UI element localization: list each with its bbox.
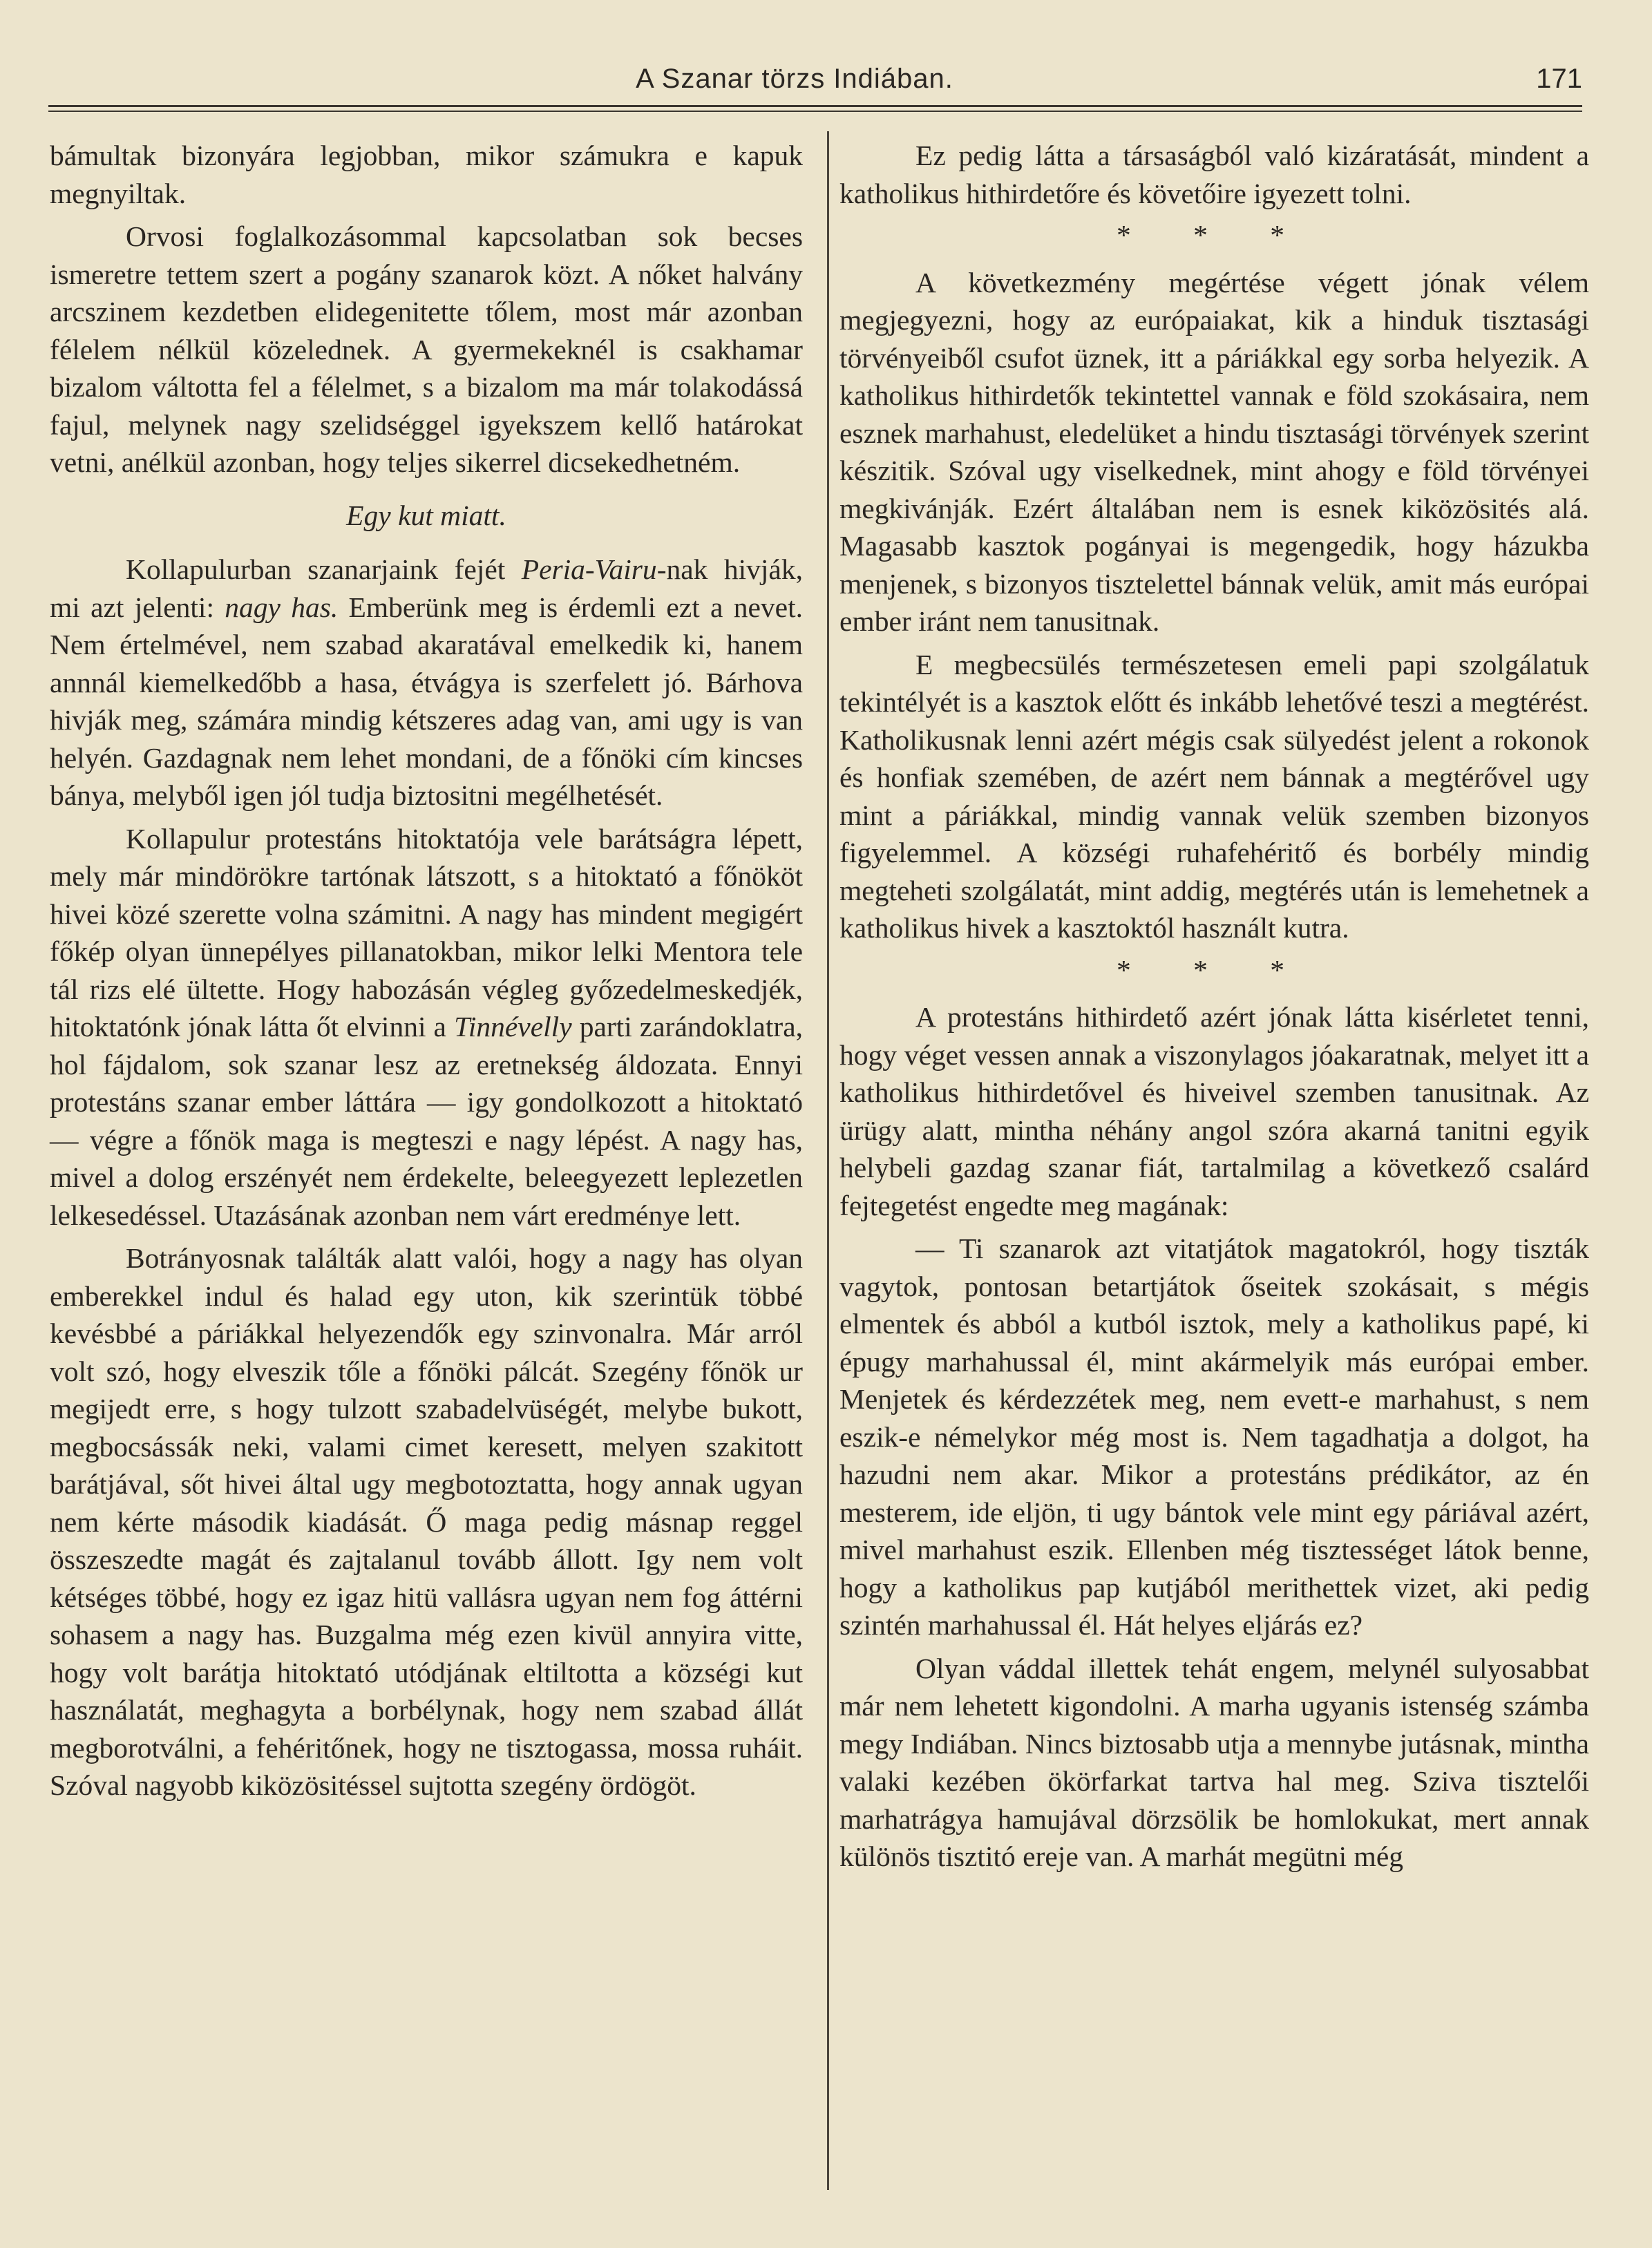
- paragraph: A protestáns hithirdető azért jónak látta kisérletet tenni, hogy véget vessen annak a viszonylagos jóakaratnak, melyet itt a katholikus hithirdetővel és hiveivel szemben tanusitnak. Az ürügy alatt, mintha néhány angol szóra akarná tanitni egyik helybeli gazdag szanar fiát, tartalmilag a következő csalárd fejtegetést engedte meg magának:: [839, 1001, 1589, 1221]
- name-italic: Peria-Vairu: [521, 553, 657, 585]
- column-divider: [827, 131, 829, 2190]
- section-subtitle: Egy kut miatt.: [346, 499, 506, 531]
- paragraph: Ez pedig látta a társaságból való kizáratását, mindent a katholikus hithirdetőre és követőire igyezett tolni.: [839, 140, 1589, 209]
- section-separator: * * *: [1117, 953, 1312, 986]
- page-header: [48, 64, 1582, 105]
- running-title: A Szanar törzs Indiában.: [636, 64, 953, 94]
- left-column: [50, 137, 803, 1804]
- section-separator: * * *: [1117, 219, 1312, 251]
- paragraph: [50, 820, 803, 1235]
- text-run: Kollapulur protestáns hitoktatója vele barátságra lépett, mely már mindörökre tartónak látszott, s a hitoktató a főnököt hivei közé szerette volna számitni. A nagy has mindent megigért főkép olyan ünnepélyes pillanatokban, mikor lelki Mentora tele tál rizs elé ültette. Hogy habozásán végleg győzedelmeskedjék, hitoktatónk jónak látta őt elvinni a: [50, 822, 803, 1042]
- header-rule-bottom: [48, 111, 1582, 112]
- paragraph: Botrányosnak találták alatt valói, hogy a nagy has olyan emberekkel indul és halad egy uton, kik szerintük többé kevésbbé a páriákkal helyezendők egy szinvonalra. Már arról volt szó, hogy elveszik tőle a főnöki pálcát. Szegény főnök ur megijedt erre, s hogy tulzott szabadelvüségét, melybe bukott, megbocsássák neki, valami cimet keresett, melyen szakitott barátjával, sőt hivei által ugy megbotoztatta, hogy annak ugyan nem kérte második kiadását. Ő maga pedig másnap reggel összeszedte magát és zajtalanul tovább állott. Igy nem volt kétséges többé, hogy ez igaz hitü vallásra ugyan nem fog áttérni sohasem a nagy has. Buzgalma még ezen kivül annyira vitte, hogy volt barátja hitoktató utódjának eltiltotta a községi kut használatát, meghagyta a borbélynak, hogy nem szabad állát megborotválni, a fehéritőnek, hogy ne tisztogassa, mossa ruháit. Szóval nagyobb kiközösitéssel sujtotta szegény ördögöt.: [50, 1242, 803, 1801]
- paragraph: [50, 551, 803, 815]
- page-number: 171: [1536, 64, 1582, 94]
- text-run: -nak hivják, mi azt jelenti:: [50, 553, 803, 623]
- paragraph: Olyan váddal illettek tehát engem, melynél sulyosabbat már nem lehetett kigondolni. A marha ugyanis istenség számba megy Indiában. Nincs biztosabb utja a mennybe jutásnak, mintha valaki kezében ökörfarkat tartva hal meg. Sziva tisztelői marhatrágya hamujával dörzsölik be homlokukat, mert annak különös tisztitó ereje van. A marhát megütni még: [839, 1652, 1589, 1872]
- text-run: Kollapulurban szanarjaink fejét: [126, 553, 522, 585]
- text-run: parti zarándoklatra, hol fájdalom, sok szanar lesz az eretnekség áldozata. Ennyi protestáns szanar ember láttára — igy gondolkozott a hitoktató — végre a főnök maga is megteszi e nagy lépést. A nagy has, mivel a dolog erszényét nem érdekelte, beleegyezett leplezetlen lelkesedéssel. Utazásának azonban nem várt eredménye lett.: [50, 1011, 803, 1231]
- paragraph: A következmény megértése végett jónak vélem megjegyezni, hogy az európaiakat, kik a hinduk tisztasági törvényeiből csufot üznek, itt a páriákkal egy sorba helyezik. A katholikus hithirdetők tekintettel vannak e föld szokásaira, nem esznek marhahust, eledelüket a hindu tisztasági törvények szerint készitik. Szóval ugy viselkednek, mint ahogy e föld törvényei megkivánják. Ezért általában nem is esnek kiközösités alá. Magasabb kasztok pogányai is megengedik, hogy házukba menjenek, s bizonyos tisztelettel bánnak velük, amit más európai ember iránt nem tanusitnak.: [839, 266, 1589, 637]
- text-run: Emberünk meg is érdemli ezt a nevet. Nem értelmével, nem szabad akaratával emelkedik ki, hanem annnál kiemelkedőbb a hasa, étvágya is szerfelett jó. Bárhova hivják meg, számára mindig kétszeres adag van, ami ugy is van helyén. Gazdagnak nem lehet mondani, de a főnöki cím kincses bánya, melyből igen jól tudja biztositni megélhetését.: [50, 591, 803, 811]
- paragraph: — Ti szanarok azt vitatjátok magatokról, hogy tiszták vagytok, pontosan betartjátok őseitek szokásait, s mégis elmentek és abból a kutból isztok, mely a katholikus papé, ki épugy marhahussal él, mint akármelyik más európai ember. Menjetek és kérdezzétek meg, nem evett-e marhahust, s nem eszik-e némelykor még most is. Nem tagadhatja a dolgot, ha hazudni nem akar. Mikor a protestáns prédikátor, az én mesterem, ide eljön, ti ugy bántok vele mint egy páriával azért, mivel marhahust eszik. Ellenben még tisztességet látok benne, hogy a katholikus pap kutjából merithettek vizet, aki pedig szintén marhahussal él. Hát helyes eljárás ez?: [839, 1232, 1589, 1641]
- paragraph: bámultak bizonyára legjobban, mikor számukra e kapuk megnyiltak.: [50, 140, 803, 209]
- paragraph: Orvosi foglalkozásommal kapcsolatban sok becses ismeretre tettem szert a pogány szanarok közt. A nőket halvány arcszinem kezdetben elidegenitette tőlem, most már azonban félelem nélkül közelednek. A gyermekeknél is csakhamar bizalom váltotta fel a félelmet, s a bizalom ma már tolakodássá fajul, melynek nagy szelidséggel igyekszem kellő határokat vetni, anélkül azonban, hogy teljes sikerrel dicsekedhetném.: [50, 220, 803, 478]
- meaning-italic: nagy has.: [225, 591, 339, 623]
- paragraph: E megbecsülés természetesen emeli papi szolgálatuk tekintélyét is a kasztok előtt és inkább lehetővé teszi a megtérést. Katholikusnak lenni azért mégis csak sülyedést jelent a rokonok és honfiak szemében, de azért nem bánnak a megtérővel ugy mint a páriákkal, mindig vannak velük szemben bizonyos figyelemmel. A községi ruhafehéritő és borbély mindig megteheti szolgálatát, mint addig, megtérés után is lemehetnek a katholikus hivek a kasztoktól használt kutra.: [839, 648, 1589, 944]
- header-rule-top: [48, 105, 1582, 107]
- right-column: [839, 137, 1589, 1876]
- place-italic: Tinnévelly: [454, 1011, 572, 1042]
